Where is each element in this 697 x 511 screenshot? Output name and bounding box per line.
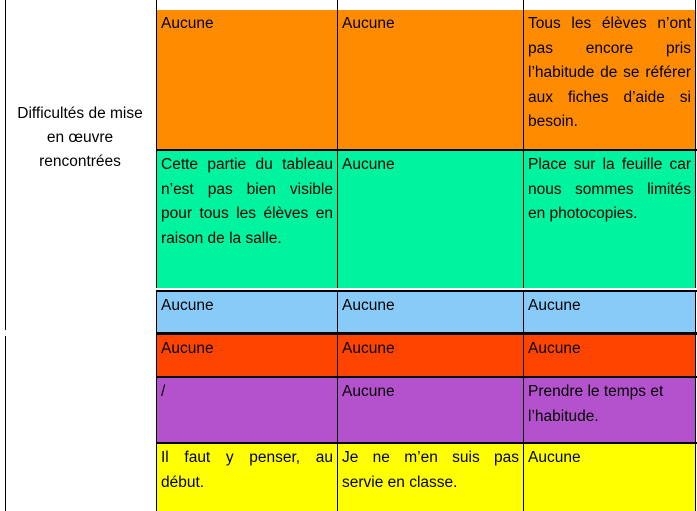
table-cell: Aucune [338, 335, 523, 376]
table-cell: Prendre le temps et l’habitude. [524, 378, 695, 442]
table-cell: Aucune [524, 335, 695, 376]
table-cell: Aucune [157, 292, 337, 332]
column-divider [156, 0, 157, 511]
column-divider [695, 0, 696, 511]
table-cell: Cette partie du tableau n’est pas bien visible pour tous les élèves en raison de la salle. [157, 151, 337, 288]
table-cell: Aucune [524, 444, 695, 511]
table-cell: Place sur la feuille car nous sommes limités en photocopies. [524, 151, 695, 288]
row-divider [156, 290, 697, 292]
row-divider [156, 332, 697, 335]
column-divider [337, 0, 338, 511]
row-label: Difficultés de mise en œuvre rencontrées [17, 105, 143, 170]
left-border-top [5, 0, 6, 330]
table-cell: Aucune [157, 10, 337, 149]
row-divider [156, 376, 697, 378]
table-cell: / [157, 378, 337, 442]
left-border-bottom [5, 336, 6, 511]
table-cell: Il faut y penser, au début. [157, 444, 337, 511]
table-cell: Aucune [338, 10, 523, 149]
table-cell: Tous les élèves n’ont pas encore pris l’habitude de se référer aux fiches d’aide si besoin. [524, 10, 695, 149]
table-cell: Aucune [157, 335, 337, 376]
table-cell: Aucune [524, 292, 695, 332]
row-divider [156, 442, 697, 444]
row-header-column [0, 0, 156, 511]
column-divider [523, 0, 524, 511]
table-cell: Je ne m’en suis pas servie en classe. [338, 444, 523, 511]
row-divider [156, 149, 697, 151]
table-cell: Aucune [338, 292, 523, 332]
table-cell: Aucune [338, 151, 523, 288]
table-cell: Aucune [338, 378, 523, 442]
